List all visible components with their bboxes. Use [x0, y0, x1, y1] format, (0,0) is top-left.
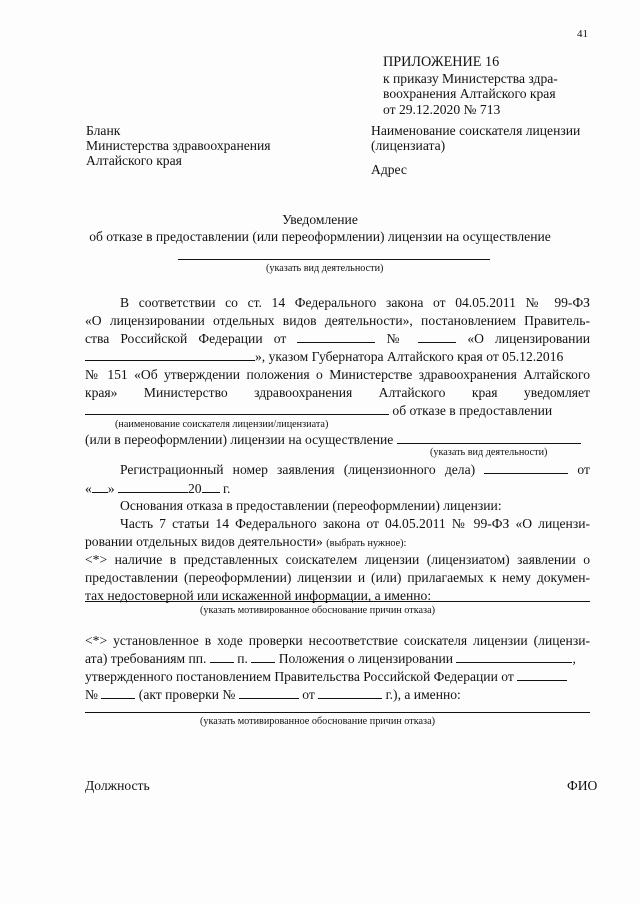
text-line: «О лицензировании отдельных видов деятельности», постановлением Правитель-	[85, 313, 590, 328]
recipient-line: Наименование соискателя лицензии	[371, 123, 581, 138]
appendix-block	[383, 55, 558, 117]
text-line: № (акт проверки № от г.), а именно:	[85, 687, 461, 702]
text-line: утвержденного постановлением Правительства Российской Федерации от	[85, 669, 567, 685]
appendix-line: воохранения Алтайского края	[383, 86, 556, 101]
text-line: № 151 «Об утверждении положения о Министерстве здравоохранения Алтайского	[85, 367, 590, 382]
recipient-line: (лицензиата)	[371, 138, 446, 153]
grounds-title: Основания отказа в предоставлении (переоформлении) лицензии:	[120, 498, 502, 513]
letterhead-line: Министерства здравоохранения	[86, 138, 271, 153]
reason-hint: (указать мотивированное обоснование причин отказа)	[200, 716, 435, 727]
position-label: Должность	[85, 778, 150, 793]
applicant-hint: (наименование соискателя лицензии/лицензиата)	[115, 419, 329, 430]
blank-field	[397, 432, 581, 444]
text-line: (или в переоформлении) лицензии на осуществление	[85, 432, 581, 448]
activity-line	[178, 259, 490, 260]
blank-field	[318, 687, 382, 699]
text-line: Часть 7 статьи 14 Федерального закона от 04.05.2011 № 99-ФЗ «О лицензи-	[120, 516, 590, 531]
text-line: », указом Губернатора Алтайского края от 05.12.2016	[85, 349, 563, 365]
blank-field	[101, 687, 135, 699]
blank-field	[85, 403, 389, 415]
letterhead-line: Алтайского края	[86, 153, 182, 168]
letterhead-left	[86, 123, 271, 168]
blank-field	[210, 651, 234, 663]
blank-field	[118, 481, 188, 493]
recipient-address: Адрес	[371, 162, 407, 177]
notice-title: Уведомление	[282, 212, 358, 227]
notice-subtitle: об отказе в предоставлении (или переоформлении) лицензии на осуществление	[89, 229, 551, 244]
letterhead-line: Бланк	[86, 123, 121, 138]
name-label: ФИО	[567, 778, 598, 793]
text-line: <*> установленное в ходе проверки несоответствие соискателя лицензии (лицензи-	[85, 633, 590, 648]
text-line: ата) требованиям пп. п. Положения о лицензировании ,	[85, 651, 576, 666]
text-line: <*> наличие в представленных соискателем лицензии (лицензиатом) заявлении о	[85, 552, 590, 567]
activity-hint: (указать вид деятельности)	[430, 447, 548, 458]
text-line: об отказе в предоставлении	[85, 403, 552, 419]
reason-line	[85, 712, 590, 713]
blank-field	[239, 687, 299, 699]
blank-field	[202, 481, 220, 493]
text-line: « » 20 г.	[85, 481, 231, 496]
text-line: ства Российской Федерации от № «О лицензировании	[85, 331, 590, 346]
page-number: 41	[577, 28, 588, 40]
blank-field	[418, 331, 456, 343]
blank-field	[251, 651, 275, 663]
text-line: края» Министерство здравоохранения Алтайского края уведомляет	[85, 385, 590, 400]
text-line: В соответствии со ст. 14 Федерального закона от 04.05.2011 № 99-ФЗ	[120, 295, 590, 310]
blank-field	[85, 349, 255, 361]
text-line: тах недостоверной или искаженной информации, а именно:	[85, 588, 432, 603]
appendix-line: от 29.12.2020 № 713	[383, 101, 501, 117]
reason-hint: (указать мотивированное обоснование причин отказа)	[200, 605, 435, 616]
appendix-line: к приказу Министерства здра-	[383, 70, 558, 86]
blank-field	[297, 331, 375, 343]
text-line: предоставлении (переоформлении) лицензии и (или) прилагаемых к нему докумен-	[85, 570, 590, 585]
appendix-title: ПРИЛОЖЕНИЕ 16	[383, 54, 500, 70]
letterhead-right	[371, 123, 580, 177]
text-line: ровании отдельных видов деятельности» (выбрать нужное):	[85, 534, 407, 549]
blank-field	[92, 481, 108, 493]
blank-field	[517, 669, 567, 681]
text-line: Регистрационный номер заявления (лицензионного дела) от	[120, 462, 590, 477]
reason-line	[85, 601, 590, 602]
blank-field	[484, 462, 568, 474]
activity-hint: (указать вид деятельности)	[266, 263, 384, 274]
blank-field	[456, 651, 572, 663]
